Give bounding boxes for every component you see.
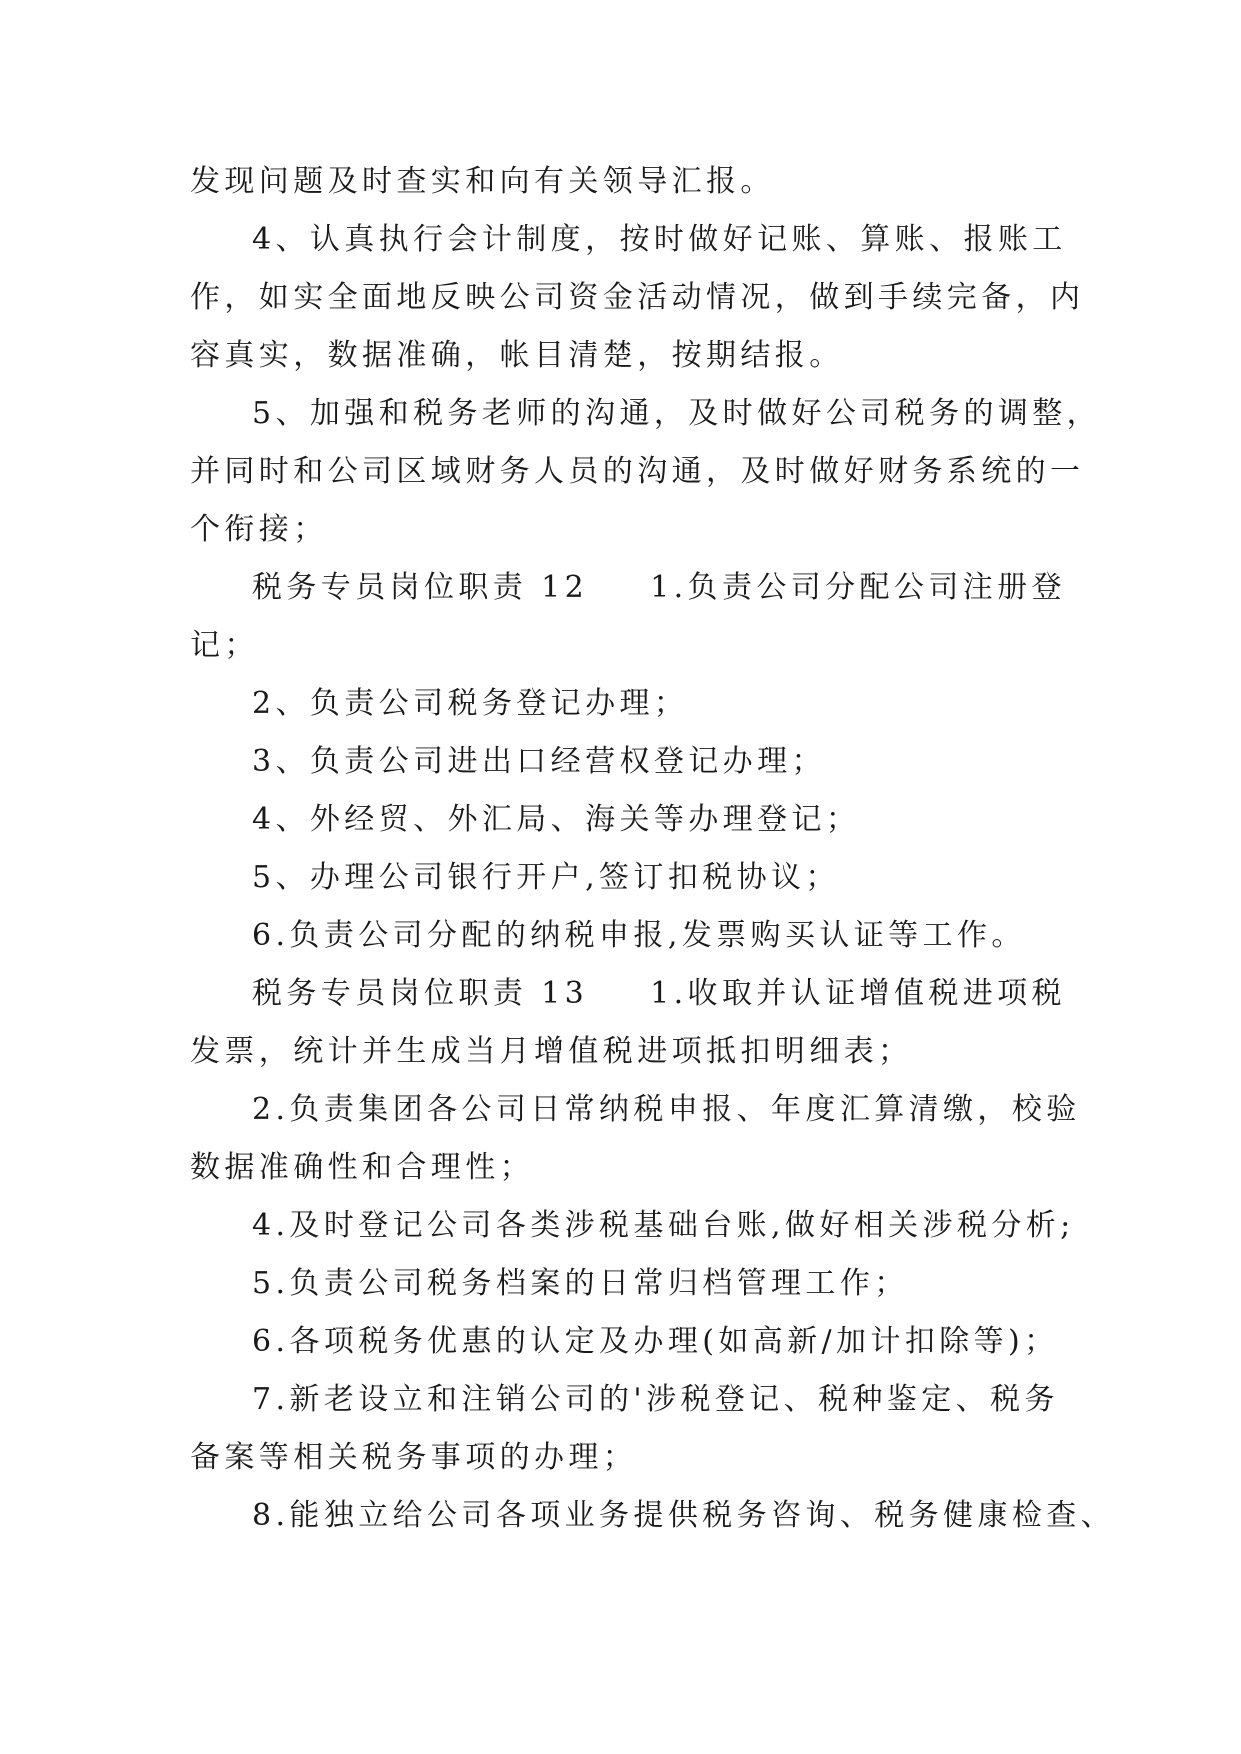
section-heading-13	[190, 965, 1066, 1023]
text-line-14	[190, 907, 1050, 965]
line-text: 4.及时登记公司各类涉税基础台账,做好相关涉税分析;	[252, 1208, 1075, 1243]
text-line-12	[190, 791, 1050, 849]
text-line-20	[190, 1255, 1050, 1313]
line-text: 1.负责公司分配公司注册登	[650, 570, 1066, 605]
line-text: 并同时和公司区域财务人员的沟通，及时做好财务系统的一	[190, 454, 1085, 489]
line-text: 4、外经贸、外汇局、海关等办理登记；	[252, 802, 861, 837]
section-title: 税务专员岗位职责 12	[252, 570, 589, 605]
text-line-23	[190, 1429, 1050, 1487]
line-text: 5.负责公司税务档案的日常归档管理工作；	[252, 1266, 909, 1301]
line-text: 发现问题及时查实和向有关领导汇报。	[190, 164, 775, 199]
line-text: 备案等相关税务事项的办理；	[190, 1440, 638, 1475]
line-text: 5、办理公司银行开户,签订扣税协议；	[252, 860, 840, 895]
text-line-22	[190, 1371, 1059, 1429]
document-body	[190, 153, 1116, 1545]
line-text: 2.负责集团各公司日常纳税申报、年度汇算清缴，校验	[252, 1092, 1081, 1127]
text-line-17	[190, 1081, 1081, 1139]
line-text: 数据准确性和合理性；	[190, 1150, 534, 1185]
line-text: 8.能独立给公司各项业务提供税务咨询、税务健康检查、	[252, 1498, 1116, 1533]
line-text: 记；	[190, 628, 259, 663]
line-text: 6.负责公司分配的纳税申报,发票购买认证等工作。	[252, 918, 1026, 953]
line-text: 3、负责公司进出口经营权登记办理；	[252, 744, 826, 779]
line-text: 发票，统计并生成当月增值税进项抵扣明细表；	[190, 1034, 913, 1069]
text-line-18	[190, 1139, 1050, 1197]
text-line-6	[190, 443, 1085, 501]
section-title: 税务专员岗位职责 13	[252, 976, 589, 1011]
text-line-24	[190, 1487, 1116, 1545]
text-line-4	[190, 327, 1050, 385]
text-line-3	[190, 269, 1085, 327]
text-line-16	[190, 1023, 1050, 1081]
line-text: 4、认真执行会计制度，按时做好记账、算账、报账工	[252, 222, 1067, 257]
text-line-5	[190, 385, 1102, 443]
text-line-13	[190, 849, 1050, 907]
text-line-19	[190, 1197, 1075, 1255]
line-text: 容真实，数据准确，帐目清楚，按期结报。	[190, 338, 844, 373]
text-line-11	[190, 733, 1050, 791]
line-text: 作，如实全面地反映公司资金活动情况，做到手续完备，内	[190, 280, 1085, 315]
text-line-10	[190, 675, 1050, 733]
text-line-1	[190, 153, 1050, 211]
line-text: 6.各项税务优惠的认定及办理(如高新/加计扣除等)；	[252, 1324, 1059, 1359]
line-text: 2、负责公司税务登记办理；	[252, 686, 689, 721]
line-text: 5、加强和税务老师的沟通，及时做好公司税务的调整，	[252, 396, 1102, 431]
section-heading-12	[190, 559, 1066, 617]
text-line-7	[190, 501, 1050, 559]
line-text: 1.收取并认证增值税进项税	[650, 976, 1066, 1011]
line-text: 7.新老设立和注销公司的'涉税登记、税种鉴定、税务	[252, 1382, 1059, 1417]
text-line-9	[190, 617, 1050, 675]
line-text: 个衔接；	[190, 512, 328, 547]
text-line-21	[190, 1313, 1059, 1371]
text-line-2	[190, 211, 1067, 269]
